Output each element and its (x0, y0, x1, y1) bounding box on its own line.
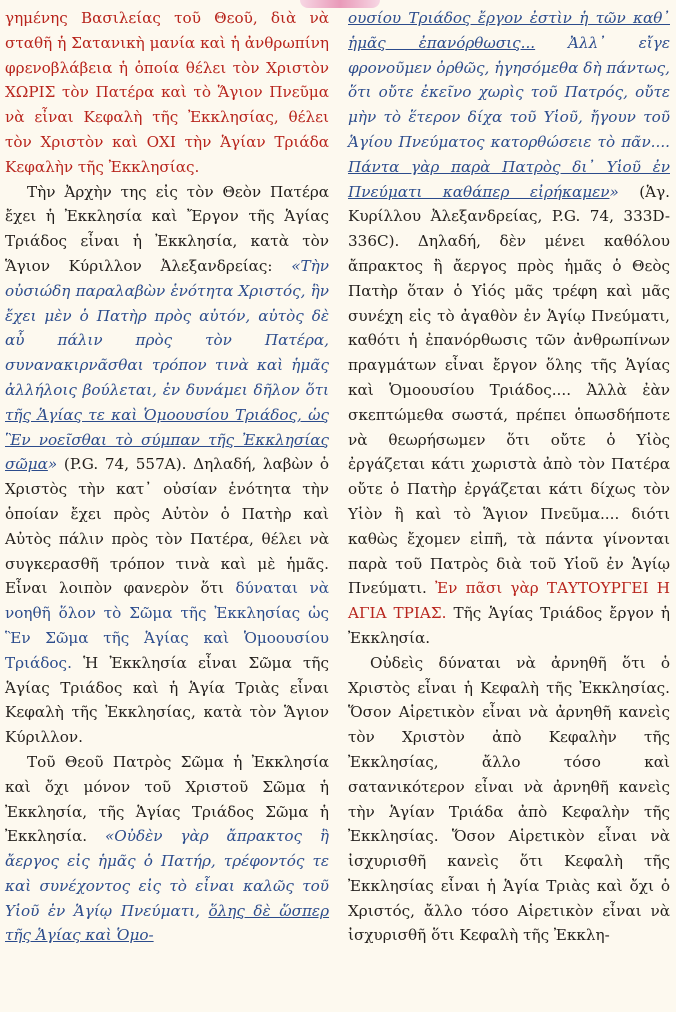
patristic-quote-underlined: τῆς Ἁγίας τε καὶ Ὁμοουσίου Τριάδος, ὡς Ἓν νοεῖσθαι τὸ σύμπαν τῆς Ἐκκλησίας σῶμα (5, 405, 329, 474)
quote-close: » (609, 182, 619, 201)
body-paragraph: Οὐδεὶς δύναται νὰ ἀρνηθῆ ὅτι ὁ Χριστὸς εἶναι ἡ Κεφαλὴ τῆς Ἐκκλησίας. Ὅσον Αἱρετικὸν εἶναι νὰ ἀρνηθῆ κανεὶς τὸν Χριστὸν ἀπὸ Κεφαλὴν τῆς Ἐκκλησίας, ἄλλο τόσο καὶ σατανικότερον εἶναι νὰ ἀρνηθῆ κανεὶς τὴν Ἁγίαν Τριάδα ἀπὸ Κεφαλὴν τῆς Ἐκκλησίας. Ὅσον Αἱρετικὸν εἶναι νὰ ἰσχυρισθῆ κανεὶς ὅτι Κεφαλὴ τῆς Ἐκκλησίας εἶναι ἡ Ἁγία Τριὰς καὶ ὄχι ὁ Χριστός, ἄλλο τόσο Αἱρετικὸν εἶναι νὰ ἰσχυρισθῆ ὅτι Κεφαλὴ τῆς Ἐκκλη- (348, 653, 670, 945)
body-text: Ἡ Ἐκκλησία εἶναι Σῶμα τῆς Ἁγίας Τριάδος καὶ ἡ Ἁγία Τριὰς εἶναι Κεφαλὴ τῆς Ἐκκλησίας, κατὰ τὸν Ἅγιον Κύριλλον. (5, 653, 330, 747)
body-paragraph (5, 180, 329, 750)
body-text: Τῆς Ἁγίας Τριάδος ἔργον ἡ Ἐκκλησία. (348, 604, 670, 647)
body-text: Τὴν Ἀρχὴν της εἰς τὸν Θεὸν Πατέρα ἔχει ἡ Ἐκκλησία καὶ Ἔργον τῆς Ἁγίας Τριάδος εἶναι ἡ Ἐκκλησία, κατὰ τὸν Ἅγιον Κύριλλον Ἀλεξανδρείας: (5, 182, 329, 275)
right-column (348, 6, 670, 948)
intro-paragraph: γημένης Βασιλείας τοῦ Θεοῦ, διὰ νὰ σταθῆ ἡ Σατανικὴ μανία καὶ ἡ ἀνθρωπίνη φρενοβλάβεια ἡ ὁποία θέλει τὸν Χριστὸν ΧΩΡΙΣ τὸν Πατέρα καὶ τὸ Ἅγιον Πνεῦμα νὰ εἶναι Κεφαλὴ τῆς Ἐκκλησίας, θέλει τὸν Χριστὸν καὶ ΟΧΙ τὴν Ἁγίαν Τριάδα Κεφαλὴν τῆς Ἐκκλησίας. (5, 9, 329, 176)
patristic-quote-underlined: ουσίου Τριάδος ἔργον ἐστὶν ἡ τῶν καθ᾽ ἡμᾶς ἐπανόρθωσις... (348, 9, 670, 52)
body-text: Τοῦ Θεοῦ Πατρὸς Σῶμα ἡ Ἐκκλησία καὶ ὄχι μόνον τοῦ Χριστοῦ Σῶμα ἡ Ἐκκλησία, τῆς Ἁγίας Τριάδος Σῶμα ἡ Ἐκκλησία. (5, 752, 329, 846)
patristic-quote-underlined: ὅλης δὲ ὥσπερ τῆς Ἁγίας καὶ Ὁμο- (5, 901, 330, 945)
patristic-quote-underlined: Πάντα γὰρ παρὰ Πατρὸς δι᾽ Υἱοῦ ἐν Πνεύματι καθάπερ εἰρήκαμεν (348, 157, 670, 201)
patristic-quote: Ἀλλ᾽ εἴγε φρονοῦμεν ὀρθῶς, ἡγησόμεθα δὴ πάντως, ὅτι οὔτε ἐκεῖνο χωρὶς τοῦ Πατρός, οὔτε μὴν τὸ ἕτερον δίχα τοῦ Υἱοῦ, ἤγουν τοῦ Ἁγίου Πνεύματος κατορθώσειε τὸ πᾶν.... (348, 33, 670, 151)
patristic-quote: «Οὐδὲν γὰρ ἄπρακτος ἢ ἄεργος εἰς ἡμᾶς ὁ Πατήρ, τρέφοντός τε καὶ συνέχοντος εἰς τὸ εἶναι καλῶς τοῦ Υἱοῦ ἐν Ἁγίῳ Πνεύματι, (5, 827, 329, 920)
quote-close: » (47, 455, 58, 474)
left-column (5, 6, 329, 948)
body-paragraph (348, 6, 670, 651)
emphasis-text: δύναται νὰ νοηθῆ ὅλον τὸ Σῶμα τῆς Ἐκκλησίας ὡς Ἓν Σῶμα τῆς Ἁγίας καὶ Ὁμοουσίου Τριάδος. (5, 579, 329, 672)
body-text: (P.G. 74, 557A). Δηλαδή, λαβὼν ὁ Χριστὸς τὴν κατ᾽ οὐσίαν ἑνότητα τὴν ὁποίαν ἔχει πρὸς Αὐτὸν ὁ Πατὴρ καὶ Αὐτὸς πάλιν πρὸς τὸν Πατέρα, θέλει νὰ συγκερασθῆ τρόπον τινὰ καὶ μὲ ἡμᾶς. Εἶναι λοιπὸν φανερὸν ὅτι (5, 455, 329, 598)
body-text: (Ἁγ. Κυρίλλου Ἀλεξανδρείας, P.G. 74, 333D-336C). Δηλαδή, δὲν μένει καθόλου ἄπρακτος ἢ ἄεργος πρὸς ἡμᾶς ὁ Θεὸς Πατὴρ ὅταν ὁ Υἱός μᾶς τρέφη καὶ μᾶς συνέχη εἰς τὸ ἀγαθὸν ἐν Ἁγίῳ Πνεύματι, καθότι ἡ ἐπανόρθωσις τῶν ἀνθρωπίνων πραγμάτων εἶναι ἔργον ὅλης τῆς Ἁγίας καὶ Ὁμοουσίου Τριάδος.... Ἀλλὰ ἐὰν σκεπτώμεθα σωστά, πρέπει ὁπωσδήποτε νὰ θεωρήσωμεν ὅτι οὔτε ὁ Υἱὸς ἐργάζεται κάτι χωριστὰ ἀπὸ τὸν Πατέρα οὔτε ὁ Πατὴρ ἐργάζεται κάτι δίχως τὸν Υἱὸν ἢ καὶ τὸ Ἅγιον Πνεῦμα.... διότι καθὼς ἔχομεν εἰπῆ, τὰ πάντα γίνονται παρὰ τοῦ Πατρὸς διὰ τοῦ Υἱοῦ ἐν Ἁγίῳ Πνεύματι. (348, 182, 670, 598)
patristic-quote: «Τὴν οὐσιώδη παραλαβὼν ἑνότητα Χριστός, ἣν ἔχει μὲν ὁ Πατὴρ πρὸς αὐτόν, αὐτὸς δὲ αὖ πάλιν πρὸς τὸν Πατέρα, συνανακιρνᾶσθαι τρόπον τινὰ καὶ ἡμᾶς ἀλλήλοις βούλεται, ἐν δυνάμει δῆλον ὅτι (5, 256, 329, 399)
emphasis-red-text: Ἐν πᾶσι γὰρ ΤΑΥΤΟΥΡΓΕΙ Η ΑΓΙΑ ΤΡΙΑΣ. (348, 579, 671, 623)
body-paragraph (5, 750, 329, 948)
